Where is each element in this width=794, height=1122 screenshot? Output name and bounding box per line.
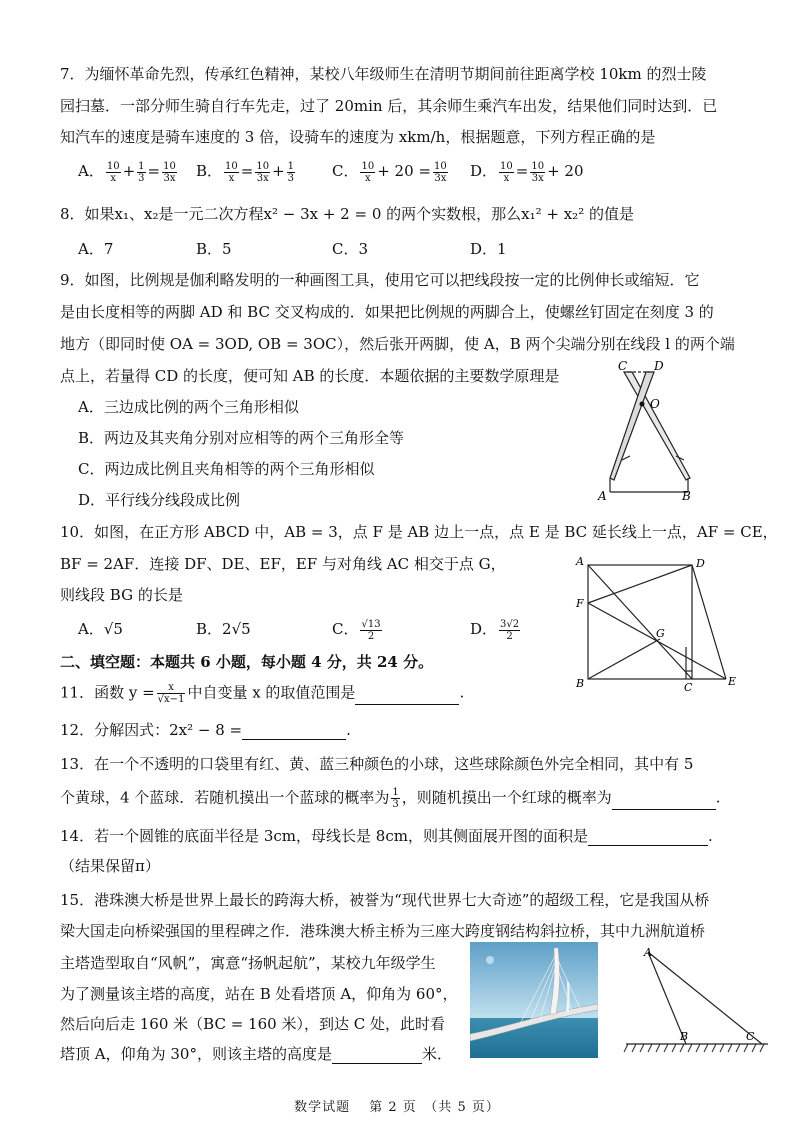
q7-option-b[interactable]: B． $\frac{10}{x}$ = $\frac{10}{3x}$ + $\frac{1}{3}$ (196, 160, 295, 184)
q8-option-a[interactable]: A．7 (78, 240, 114, 258)
q9-option-b[interactable]: B．两边及其夹角分别对应相等的两个三角形全等 (78, 429, 405, 447)
page-footer: 数学试题 第 2 页 （共 5 页） (294, 1100, 500, 1115)
q7-option-a[interactable]: A． $\frac{10}{x}$ + $\frac{1}{3}$ = $\frac{10}{3x}$ (78, 160, 176, 184)
q14-answer-blank[interactable] (588, 829, 708, 846)
q15-line-1: 15．港珠澳大桥是世界上最长的跨海大桥，被誉为“现代世界七大奇迹”的超级工程，它是我国从桥 (60, 891, 710, 909)
q15-line-3: 主塔造型取自“风帆”，寓意“扬帆起航”，某校九年级学生 (60, 954, 436, 972)
q13-line-1: 13．在一个不透明的口袋里有红、黄、蓝三种颜色的小球，这些球除颜色外完全相同，其中有 5 (60, 755, 694, 773)
label-c: C (746, 1030, 755, 1043)
label-a: A (644, 946, 652, 959)
q7-option-d[interactable]: D． $\frac{10}{x}$ = $\frac{10}{3x}$ + 20 (470, 160, 584, 184)
q10-option-d[interactable]: D． $\frac{3√2}{2}$ (470, 618, 520, 642)
label-d: D (654, 360, 664, 373)
q8-option-b[interactable]: B．5 (196, 240, 232, 258)
label-e: E (728, 675, 737, 688)
q15-answer-blank[interactable] (332, 1047, 422, 1064)
q15-line-2: 梁大国走向桥梁强国的里程碑之作．港珠澳大桥主桥为三座大跨度钢结构斜拉桥，其中九洲航道桥 (60, 922, 706, 940)
q14-line-1: 14．若一个圆锥的底面半径是 3cm，母线长是 8cm，则其侧面展开图的面积是 . (60, 827, 713, 845)
pivot-screw-dot (640, 402, 645, 407)
q9-line-2: 是由长度相等的两脚 AD 和 BC 交叉构成的．如果把比例规的两脚合上，使螺丝钉固定在刻度 3 的 (60, 303, 714, 321)
q15-line-4: 为了测量该主塔的高度，站在 B 处看塔顶 A，仰角为 60°， (60, 985, 458, 1003)
section-fill-in-title: 二、填空题：本题共 6 小题，每小题 4 分，共 24 分。 (60, 653, 434, 671)
q7-option-c[interactable]: C． $\frac{10}{x}$ + 20 = $\frac{10}{3x}$ (332, 160, 447, 184)
label-c: C (684, 681, 693, 694)
q9-option-c[interactable]: C．两边成比例且夹角相等的两个三角形相似 (78, 460, 375, 478)
label-d: D (696, 557, 705, 570)
q15-line-6: 塔顶 A，仰角为 30°，则该主塔的高度是 米． (60, 1045, 452, 1063)
q9-line-3: 地方（即同时使 OA = 3OD, OB = 3OC），然后张开两脚，使 A，B 两个尖端分别在线段 l 的两个端 (60, 335, 735, 353)
q10-option-a[interactable]: A．√5 (78, 620, 123, 638)
q14-line-2: （结果保留π） (60, 857, 160, 875)
q13-line-2: 个黄球，4 个蓝球．若随机摸出一个蓝球的概率为 $\frac{1}{3}$ ，则随机摸出一个红球的概率为 . (60, 787, 721, 810)
q10-option-c[interactable]: C． $\frac{√13}{2}$ (332, 618, 381, 642)
q9-option-d[interactable]: D．平行线分线段成比例 (78, 491, 241, 509)
q11-answer-blank[interactable] (355, 688, 459, 705)
label-a: A (598, 489, 607, 503)
q10-line-3: 则线段 BG 的长是 (60, 586, 183, 604)
q7-line-3: 知汽车的速度是骑车速度的 3 倍，设骑车的速度为 xkm/h，根据题意，下列方程正确的是 (60, 128, 656, 146)
label-b: B (680, 1030, 689, 1043)
q8-option-c[interactable]: C．3 (332, 240, 369, 258)
label-a: A (576, 555, 584, 568)
q15-line-5: 然后向后走 160 米（BC = 160 米），到达 C 处，此时看 (60, 1015, 445, 1033)
q12-question: 12．分解因式：2x² − 8 = . (60, 721, 351, 739)
ground-hatching (624, 1044, 764, 1052)
label-b: B (682, 489, 691, 503)
q10-options (78, 618, 578, 644)
bridge-photo (470, 942, 598, 1058)
q7-line-1: 7．为缅怀革命先烈，传承红色精神，某校八年级师生在清明节期间前往距离学校 10km 的烈士陵 (60, 65, 707, 83)
q8-option-d[interactable]: D．1 (470, 240, 507, 258)
square-abcd-figure (572, 555, 744, 695)
label-c: C (618, 360, 628, 373)
elevation-angle-figure (622, 944, 772, 1056)
label-g: G (656, 627, 665, 640)
q13-answer-blank[interactable] (612, 793, 716, 810)
q10-option-b[interactable]: B．2√5 (196, 620, 251, 638)
label-f: F (576, 597, 584, 610)
q10-line-1: 10．如图，在正方形 ABCD 中，AB = 3，点 F 是 AB 边上一点，点 E 是 BC 延长线上一点，AF = CE， (60, 523, 778, 541)
q12-answer-blank[interactable] (242, 723, 346, 740)
q9-line-4: 点上，若量得 CD 的长度，便可知 AB 的长度．本题依据的主要数学原理是 (60, 367, 560, 385)
q7-line-2: 园扫墓．一部分师生骑自行车先走，过了 20min 后，其余师生乘汽车出发，结果他们同时达到．已 (60, 97, 718, 115)
label-b: B (576, 677, 585, 690)
proportional-compass-figure (590, 360, 710, 505)
q7-options (78, 160, 638, 186)
q9-option-a[interactable]: A．三边成比例的两个三角形相似 (78, 398, 299, 416)
label-o: O (650, 397, 660, 411)
q8-question: 8．如果x₁、x₂是一元二次方程x² − 3x + 2 = 0 的两个实数根，那么x₁² + x₂² 的值是 (60, 205, 634, 223)
q10-line-2: BF = 2AF．连接 DF、DE、EF，EF 与对角线 AC 相交于点 G， (60, 555, 506, 573)
q11-question: 11．函数 y = $\frac{x}{√x-1}$ 中自变量 x 的取值范围是 . (60, 682, 465, 705)
q9-line-1: 9．如图，比例规是伽利略发明的一种画图工具，使用它可以把线段按一定的比例伸长或缩短．它 (60, 271, 700, 289)
q8-options (78, 238, 638, 260)
